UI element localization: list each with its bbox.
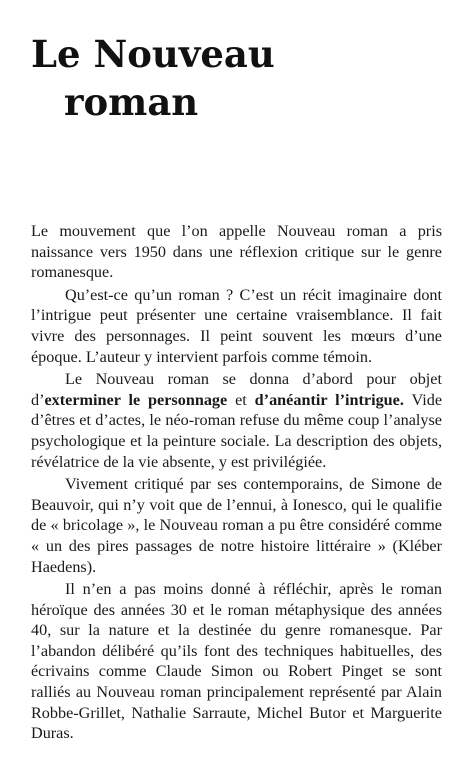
body-text [31,221,442,746]
title-line-2: roman [64,80,199,124]
paragraph-1: Le mouvement que l’on appelle Nouveau roman a pris naissance vers 1950 dans une réflexion critique sur le genre romanesque. [31,222,442,282]
paragraph-3-start: Le Nouveau roman se donna d’abord pour objet d’ [31,370,442,409]
paragraph-4: Vivement critiqué par ses contemporains, de Simone de Beauvoir, qui n’y voit que de l’ennui, à Ionesco, qui le qualifie de « bricolage », le Nouveau roman a pu être considéré comme « un des pires passages de notre histoire littéraire » (Kléber Haedens). [31,475,442,576]
paragraph-2: Qu’est-ce qu’un roman ? C’est un récit imaginaire dont l’intrigue peut présenter une certaine vraisemblance. Il fait vivre des personnages. Il peint souvent les mœurs d’une époque. L’auteur y intervient parfois comme témoin. [31,285,442,366]
paragraph-3-mid: et [227,390,255,409]
title-line-1: Le Nouveau [31,32,275,76]
paragraph-3 [31,369,442,472]
emphasis-aneantir: d’anéantir l’intrigue. [254,390,404,409]
paragraph-5: Il n’en a pas moins donné à réfléchir, après le roman héroïque des années 30 et le roman métaphysique des années 40, sur la nature et la destinée du genre romanesque. Par l’abandon délibéré qu’ils font des techniques habituelles, des écrivains comme Claude Simon ou Robert Pinget se sont ralliés au Nouveau roman principalement représenté par Alain Robbe-Grillet, Nathalie Sarraute, Michel Butor et Marguerite Duras. [31,580,442,743]
emphasis-exterminer: exterminer le personnage [44,390,228,409]
paragraph-3-end: Vide d’êtres et d’actes, le néo-roman refuse du même coup l’analyse psychologique et la peinture sociale. La description des objets, révélatrice de la vie absente, y est privilégiée. [31,390,442,471]
page-title [31,30,275,126]
